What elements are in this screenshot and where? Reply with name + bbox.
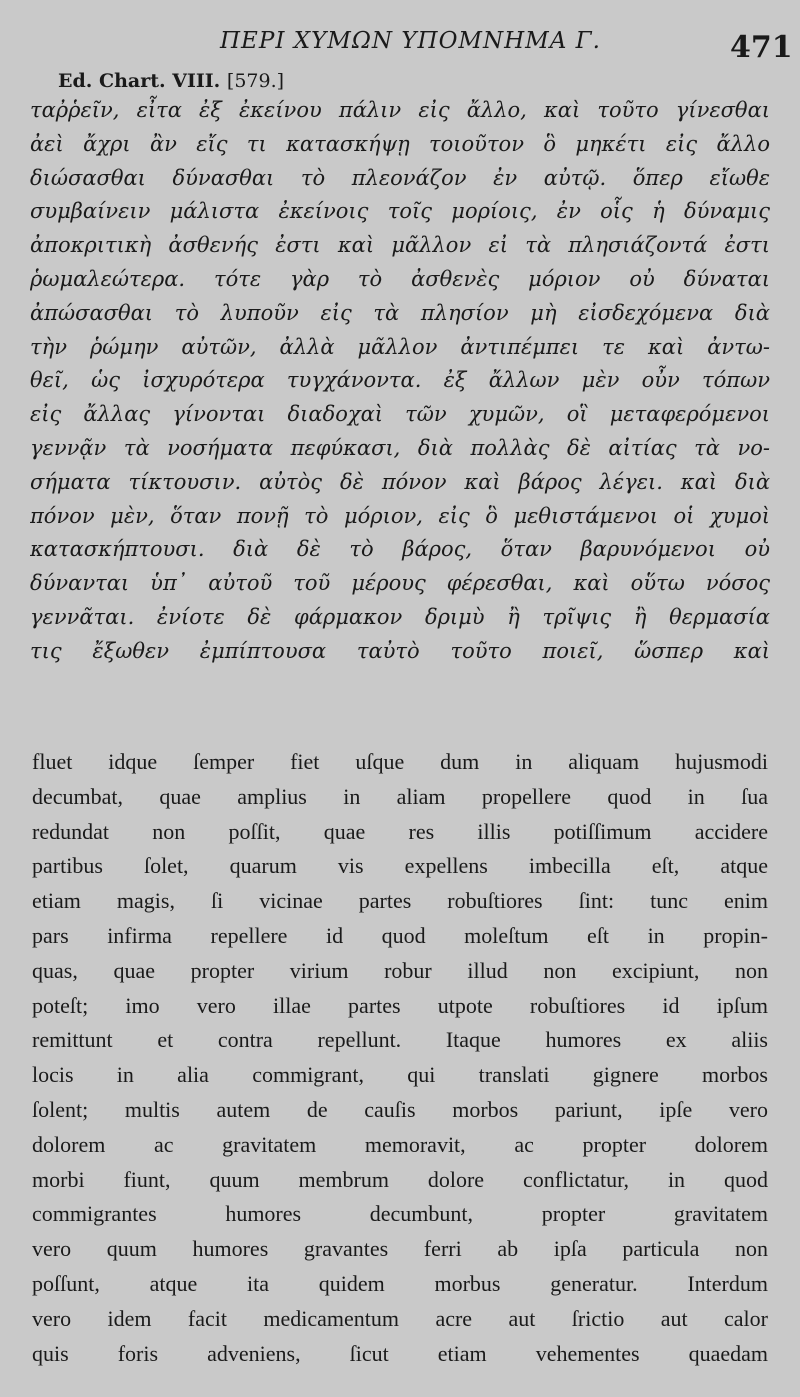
page-number: 471 [730, 30, 793, 65]
greek-text-line: θεῖ, ὡς ἰσχυρότερα τυγχάνοντα. ἐξ ἄλλων μὲν οὖν τόπων [30, 368, 770, 393]
latin-text-line: fluet idque ſemper fiet uſque dum in aliquam hujusmodi [32, 749, 768, 774]
latin-text-line: locis in alia commigrant, qui translati gignere morbos [32, 1062, 768, 1088]
edition-page: [579.] [226, 70, 285, 92]
latin-text-line: redundat non poſſit, quae res illis potiſſimum accidere [32, 818, 768, 844]
latin-text-line: partibus ſolet, quarum vis expellens imbecilla eſt, atque [32, 853, 768, 879]
greek-text-block [30, 94, 770, 669]
latin-text-line: poteſt; imo vero illae partes utpote robuſtiores id ipſum [32, 992, 768, 1018]
latin-text-line: ſolent; multis autem de cauſis morbos pariunt, ipſe vero [32, 1096, 768, 1122]
greek-text-line: συμβαίνειν μάλιστα ἐκείνοις τοῖς μορίοις, ἐν οἷς ἡ δύναμις [30, 199, 770, 224]
greek-text-line: ἀπώσασθαι τὸ λυποῦν εἰς τὰ πλησίον μὴ εἰσδεχόμενα διὰ [30, 300, 770, 325]
edition-reference [58, 70, 284, 92]
greek-text-line: τὴν ῥώμην αὐτῶν, ἀλλὰ μᾶλλον ἀντιπέμπει τε καὶ ἀντω- [30, 334, 770, 359]
greek-text-line: διώσασθαι δύνασθαι τὸ πλεονάζον ἐν αὐτῷ. ὅπερ εἴωθε [30, 165, 770, 190]
latin-text-line: morbi fiunt, quum membrum dolore conflictatur, in quod [32, 1166, 768, 1192]
greek-text-line: κατασκήπτουσι. διὰ δὲ τὸ βάρος, ὅταν βαρυνόμενοι οὐ [30, 537, 770, 562]
latin-text-line: dolorem ac gravitatem memoravit, ac propter dolorem [32, 1131, 768, 1157]
greek-text-line: ἀεὶ ἄχρι ἂν εἴς τι κατασκήψῃ τοιοῦτον ὃ μηκέτι εἰς ἄλλο [30, 131, 770, 156]
edition-label: Ed. Chart. VIII. [58, 70, 221, 92]
running-title: ΠΕΡΙ ΧΥΜΩΝ ΥΠΟΜΝΗΜΑ Γ. [220, 28, 601, 54]
latin-text-line: remittunt et contra repellunt. Itaque humores ex aliis [32, 1027, 768, 1053]
greek-text-line: γεννᾷν τὰ νοσήματα πεφύκασι, διὰ πολλὰς δὲ αἰτίας τὰ νο- [30, 435, 770, 460]
latin-text-line: poſſunt, atque ita quidem morbus generatur. Interdum [32, 1270, 768, 1296]
latin-text-line: decumbat, quae amplius in aliam propellere quod in ſua [32, 783, 768, 809]
greek-text-line: ἀποκριτικὴ ἀσθενής ἐστι καὶ μᾶλλον εἰ τὰ πλησιάζοντά ἐστι [30, 233, 770, 258]
greek-text-line: γεννᾶται. ἐνίοτε δὲ φάρμακον δριμὺ ἢ τρῖψις ἢ θερμασία [30, 604, 770, 629]
latin-text-line: commigrantes humores decumbunt, propter gravitatem [32, 1201, 768, 1227]
greek-text-line: ῥωμαλεώτερα. τότε γὰρ τὸ ἀσθενὲς μόριον οὐ δύναται [30, 266, 770, 291]
greek-text-line: εἰς ἄλλας γίνονται διαδοχαὶ τῶν χυμῶν, οἳ μεταφερόμενοι [30, 402, 770, 427]
latin-text-line: vero quum humores gravantes ferri ab ipſa particula non [32, 1236, 768, 1262]
greek-text-line: δύνανται ὑπ᾽ αὐτοῦ τοῦ μέρους φέρεσθαι, καὶ οὕτω νόσος [30, 571, 770, 596]
latin-text-line: pars infirma repellere id quod moleſtum eſt in propin- [32, 922, 768, 948]
greek-text-line: τις ἔξωθεν ἐμπίπτουσα ταὐτὸ τοῦτο ποιεῖ, ὥσπερ καὶ [30, 638, 770, 663]
latin-text-line: vero idem facit medicamentum acre aut ſrictio aut calor [32, 1305, 768, 1331]
latin-text-line: quis foris adveniens, ſicut etiam vehementes quaedam [32, 1340, 768, 1366]
greek-text-line: πόνον μὲν, ὅταν πονῇ τὸ μόριον, εἰς ὃ μεθιστάμενοι οἱ χυμοὶ [30, 503, 770, 528]
greek-text-line: ταῤῥεῖν, εἶτα ἐξ ἐκείνου πάλιν εἰς ἄλλο, καὶ τοῦτο γίνεσθαι [30, 98, 770, 122]
greek-text-line: σήματα τίκτουσιν. αὐτὸς δὲ πόνον καὶ βάρος λέγει. καὶ διὰ [30, 469, 770, 494]
latin-text-block [32, 745, 768, 1371]
latin-text-line: etiam magis, ſi vicinae partes robuſtiores ſint: tunc enim [32, 888, 768, 914]
latin-text-line: quas, quae propter virium robur illud non excipiunt, non [32, 957, 768, 983]
